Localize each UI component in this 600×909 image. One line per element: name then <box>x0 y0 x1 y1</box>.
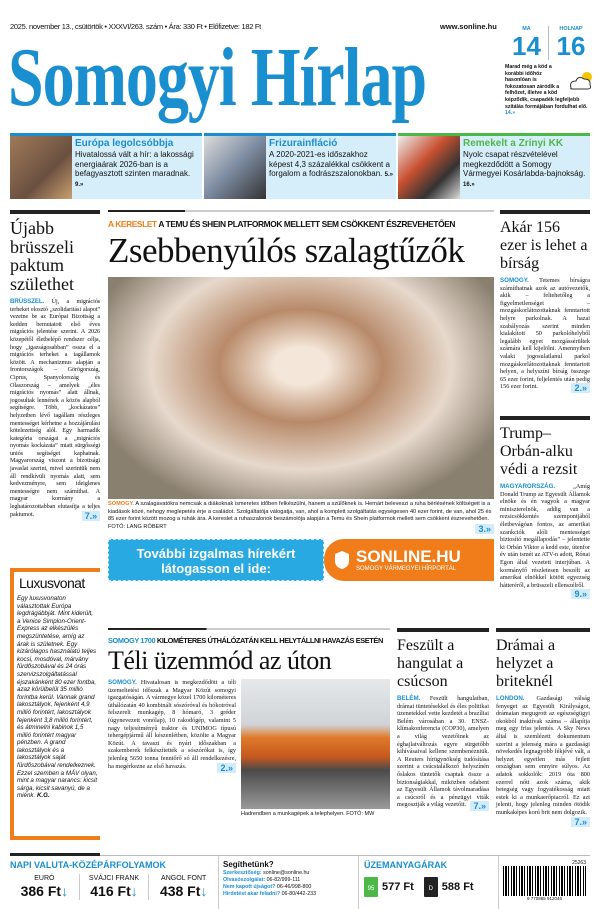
teaser-ref: 5.» <box>384 172 393 178</box>
headline: Feszült a hangulat a csúcson <box>397 637 464 690</box>
caption-label: SOMOGY. <box>108 501 135 507</box>
fuel-prices <box>358 856 498 909</box>
help-label: Hirdetést akar feladni? <box>223 891 281 897</box>
headline: Trump–Orbán-alku védi a rezsit <box>500 425 578 478</box>
barcode-bars <box>503 866 586 896</box>
weather-text: Marad még a köd a korábbi időhöz hasonlóan is fokozatosan záródik a felhőzet, illetve a köd képződik, csapadék legfeljebb szitálás formájában fordulhat elő. <box>505 64 588 110</box>
help-line <box>223 870 354 877</box>
body: Feszült hangulatban, drámai tüntetésekkel és éles politikai üzenetekkel vette kezdetét a brazíliai Belém városában a 30. ENSZ-klímakonferencia (COP30), amelyen a világ vezetőinek az éghajlatváltozás egyre sürgetőbb kihívásaival kellene szembenézniük. A Reuters hírügynökség tudósítása szerint a csúcstalálkozó helyszínén őslakos tüntetők csaptak össze a biztonságiakkal, miközben odabent az Egyesült Államok távolmaradása a csúcsról és a pénzügyi viták megosztják a világ vezetőit. <box>397 695 489 809</box>
help-label: Olvasószolgálat: <box>223 877 266 883</box>
luxusvonat-box <box>10 568 100 840</box>
photo-caption: A szalagavatókra nemcsak a diákoknak ismeretes időben felkészülni, hanem a szülőknek is. Hemárt beleveszi a ruha bérlésének költségeit is a kiadások közé, nehogy meglepetés érje a családot. Szolgáltatója válogatja, van, ahol a komplett szolgáltatás egységesen 40 ezer forint, de van, ahol 25 és 85 ezer forint között mozog a ruhák ára. A kereslet a ruhaszalonok beszámolója alapján a Temu és Shein platformok mellett sem csökkent észrevehetően. FOTÓ: LANG RÓBERT <box>108 501 492 530</box>
currency-name: EURÓ <box>34 875 55 882</box>
rate-value: 438 Ft <box>159 883 201 899</box>
dateline: SOMOGY. <box>108 679 137 686</box>
dateline: MAGYARORSZÁG. <box>500 483 556 490</box>
fuel-price <box>424 877 474 897</box>
fuel-title: ÜZEMANYAGÁRAK <box>364 860 448 870</box>
banner-text: További izgalmas hírekért látogasson el ide: <box>108 539 324 581</box>
dateline: 2025. november 13., csütörtök • XXXVI/263. szám • Ára: 330 Ft • Előfizetve: 182 Ft <box>10 22 261 31</box>
fuel-pump-icon <box>424 877 438 897</box>
teaser-frizura[interactable] <box>204 133 396 199</box>
teaser-text: A 2020-2021-es időszakhoz képest 4,3 százalékkal csökkent a forgalom a fodrászszalonokban. <box>269 150 390 178</box>
body: Hivatalosan is megkezdődött a téli üzemeltetési időszak a Magyar Közút somogyi igazgatóságán. A vármegye közel 1700 kilométeres úthálózatán 40 kombinált sószóróval és hókotróval felszerelt munkagép, 8 hómaró, 3 gréder (úgynevezett vonólap), 10 rakodógép, valamint 5 nagy teljesítményű traktor és UNIMOG típusú tehergépjármű áll készenlétben, közölte a Magyar Közút. A tavaszi és nyári időszakban a szakemberek felkészítették a sószórókat is, így jelenleg 5650 tonna fenntőrő só áll rendelkezésre, ha megérkezne az első havazás. <box>108 679 237 770</box>
sonline-banner[interactable] <box>108 539 494 581</box>
arrow-down-icon: ↓ <box>130 883 138 899</box>
help-title: Segíthetünk? <box>223 860 274 869</box>
page-ref[interactable]: 9.» <box>571 589 590 599</box>
teaser-title: Európa legolcsóbbja <box>75 138 174 149</box>
photo-caption: Hadrendben a munkagépek a telephelyen. FOTÓ: MW <box>241 811 375 817</box>
help-value[interactable]: sonline@sonline.hu <box>263 870 310 876</box>
body: Új, a migrációs terheket elosztó „szolidaritási alapot” vezetne be az Európai Bizottság a kedden bemutatott első éves migrációs jelentése szerint. A 2026 közepétől életbelépő rendszer célja, hogy „igazságosabban” ossza el a migrációs terheket a tagállamok között. A mechanizmus alapján a frontországok – Görögország, Ciprus, Spanyolország és Olaszország – amelyek „éles migrációs nyomás” alatt állnak, jogosultak lennének a közös alapból segítségre. Több, „kockázatos” helyzetben lévő tagállam részleges mentességet kérhetne a hozzájárulási kötelezettség alól. Egy harmadik kategória országai a „migrációs nyomás kockázata” miatt sürgősségi uniós segítséget kaphatnak. Magyarország viszont a bizottsági javaslat szerint, mivel szerintük nem áll rendkívüli nyomás alatt, sem kedvezményre, sem ideiglenes mentességre nem számíthat. A magyar kormány a leghatározottabban elutasítja a teljes paktumot. <box>10 298 100 518</box>
dramai-story <box>496 628 590 827</box>
lead-story <box>108 210 494 581</box>
author-sign: K.G. <box>36 792 50 800</box>
weather-ref[interactable]: 14.» <box>505 110 516 117</box>
right-story-2 <box>500 416 590 599</box>
tomorrow-label: HOLNAP <box>559 26 583 32</box>
issue-code: 25263 <box>572 860 586 866</box>
teaser-image <box>398 136 460 199</box>
teaser-europa[interactable] <box>10 133 202 199</box>
fx-rate <box>148 874 218 900</box>
weather-box <box>505 26 600 117</box>
page-ref[interactable]: 2.» <box>571 383 590 393</box>
masthead-title: Somogyi Hírlap <box>8 30 427 124</box>
help-box <box>218 856 358 909</box>
teaser-title: Remekelt a Zrínyi KK <box>463 138 564 149</box>
page-ref[interactable]: 7.» <box>82 511 100 521</box>
page-ref[interactable]: 7.» <box>470 801 489 811</box>
today-temp: 14 <box>512 31 541 61</box>
feszult-story <box>397 628 489 811</box>
kicker: KILOMÉTERES ÚTHÁLÓZATÁN KELL HELYTÁLLNI HAVAZÁS ESETÉN <box>156 636 383 645</box>
help-value[interactable]: 06-46/998-800 <box>276 884 312 890</box>
headline: Téli üzemmód az úton <box>108 646 332 675</box>
dateline: SOMOGY. <box>500 277 529 284</box>
today-label: MA <box>522 26 531 32</box>
dateline: BRÜSSZEL. <box>10 298 45 305</box>
body: „Amíg Donald Trump az Egyesült Államok elnöke és én vagyok a magyar miniszterelnök, addig van a rezsicsökkentés szempontjából életbevágóan fontos, az amerikai szankciók alóli mentességet biztosító megállapodás” – jelentette ki Orbán Viktor a kedd este, útenfor év után ismét az ATV-n adott, Rónai Egon által vezetett interjúban. A kormányfő részletesen beszélt az amerikai elnökkel kötött egyezség hátteréről, a brüsszeli ellenszélről. <box>500 483 590 589</box>
box-body: Egy luxusvonaton választottak Európa legdrágábbját. Mint kiderült, a Venice Simplon-Orient-Express az elkészülés megszüntetése, amíg az árak is születnek. Egy kizárólagos használatú teljes kocsi, mosdóval, márvány fürdőszobával és 24 órás szervizszolgáltatással éjszakánként 80 ezer fontba, azaz körülbelül 35 millió forintba kerül. Vannak grand lakosztályok, fejenként 4,9 millió forintért, lakosztályok fejenként 3,8 millió forintért, és átminelni kabinok 1,5 millió forintért magyar pénzben. A grand lakosztályok és a lakosztályok saját fürdőszobával rendelkeznek. Ezzel szemben a MÁV olyan, mint a magyar narancs: kicsit sárga, kicsit savanyú, de a miénk. <box>17 595 98 800</box>
arrow-down-icon: ↓ <box>200 883 208 899</box>
body: Tetemes bírságra számíthatnak azok az autóvezetők, akik – feltehetőleg a figyelmetlenséget – mozgáskorlátozottaknak fenntartott helyre parkolnak. A hazai szabályozás szerint minden kialakított 50 parkolóhelyből legalább egyet mozgássérültek számára kell kijelölni. Amennyiben valaki jogosulatlanul parkol mozgáskorlátozottaknak fenntartott helyen, a helyszíni bírság összege 65 ezer forint, feljelentés után pedig 156 ezer forint. <box>500 277 590 391</box>
teaser-title: Frizurainfláció <box>269 138 338 149</box>
help-value[interactable]: 06-82/999-111 <box>266 877 301 883</box>
fuel-value: 577 Ft <box>382 881 414 893</box>
page-ref[interactable]: 7.» <box>571 817 590 827</box>
shield-icon <box>334 550 350 570</box>
fuel-type: 95 <box>367 886 375 892</box>
currency-name: ANGOL FONT <box>161 875 207 882</box>
teaser-ref: 16.» <box>463 181 475 188</box>
kicker-label: SOMOGY 1700 <box>108 636 156 645</box>
teaser-strip <box>10 133 590 199</box>
dateline: LONDON. <box>496 695 525 702</box>
kicker: A TEMU ÉS SHEIN PLATFORMOK MELLETT SEM CSÖKKENT ÉSZREVEHETŐEN <box>158 219 456 229</box>
winter-story <box>108 628 390 818</box>
right-story-1 <box>500 210 590 393</box>
help-line <box>223 877 354 884</box>
rate-value: 416 Ft <box>90 883 131 899</box>
rate-value: 386 Ft <box>20 883 62 899</box>
currency-name: SVÁJCI FRANK <box>88 875 140 882</box>
help-label: Nem kapott újságot? <box>223 884 276 890</box>
page-ref[interactable]: 3.» <box>475 524 494 534</box>
tomorrow-temp: 16 <box>556 31 586 61</box>
fx-rate <box>10 874 79 900</box>
fuel-value: 588 Ft <box>441 881 474 893</box>
teaser-image <box>204 136 266 199</box>
headline: Drámai a helyzet a briteknél <box>496 637 556 690</box>
cloud-sun-icon <box>567 70 595 92</box>
teaser-image <box>10 136 72 199</box>
teaser-text: Hivatalossá vált a hír: a lakossági energiaárak 2026-ban is a befagyasztott szinten maradnak. <box>75 150 194 178</box>
arrow-down-icon: ↓ <box>61 883 69 899</box>
snowplow-photo <box>241 679 390 809</box>
teaser-ref: 9.» <box>75 181 84 188</box>
left-story <box>10 210 100 521</box>
fx-rate <box>79 874 149 900</box>
kicker-label: A KERESLET <box>108 219 157 229</box>
fuel-pump-icon <box>364 877 378 897</box>
teaser-zrinyi[interactable] <box>398 133 590 199</box>
headline: Zsebbenyúlós szalagtűzők <box>108 231 465 270</box>
body: Gazdasági válság fenyeget az Egyesült Királyságot, drámaian megugrott az egészségügyi okokból inaktívak száma – állapítja meg egy friss jelentés. A Sky News által is szemlézett dokumentum szerint a jelenség mára a gazdasági növekedés legnagyobb fékjévé vált, a helyzet egyetlen más fejlett országban sem ennyire súlyos. Az adatok sokkolók: 2019 óta 800 ezerrel nőtt azok száma, akik betegség vagy fogyatékosság miatt estek ki a munkaerőpiacról. Ez azt jelenti, hogy jelenleg minden ötödik munkaképes korú brit nem dolgozik. <box>496 695 591 816</box>
fuel-type: D <box>428 886 433 892</box>
barcode-number: 9 770865 912046 <box>526 896 563 901</box>
fuel-price <box>364 877 414 897</box>
teaser-text: Nyolc csapat részvételével megkezdődött a Somogy Vármegyei Kosárlabda-bajnokság. <box>463 150 586 178</box>
headline: Akár 156 ezer is lehet a bírság <box>500 219 588 272</box>
page-ref[interactable]: 2.» <box>217 763 236 773</box>
help-label: Szerkesztőség: <box>223 870 262 876</box>
help-value[interactable]: 06-80/442-233 <box>281 891 317 897</box>
box-title: Luxusvonat <box>19 575 85 591</box>
help-line <box>223 891 354 898</box>
barcode <box>498 856 590 909</box>
website-link[interactable]: www.sonline.hu <box>440 22 497 31</box>
banner-brand: SONLINE.HU <box>356 547 461 566</box>
footer-bar <box>10 855 590 909</box>
lead-photo <box>108 277 494 499</box>
fx-rates <box>10 856 218 909</box>
banner-sub: SOMOGY VÁRMEGYEI HÍRPORTÁL <box>356 566 457 572</box>
fx-title: NAPI VALUTA-KÖZÉPÁRFOLYAMOK <box>10 860 167 870</box>
dateline: BELÉM. <box>397 695 421 702</box>
help-line <box>223 884 354 891</box>
headline: Újabb brüsszeli paktum születhet <box>10 218 74 294</box>
